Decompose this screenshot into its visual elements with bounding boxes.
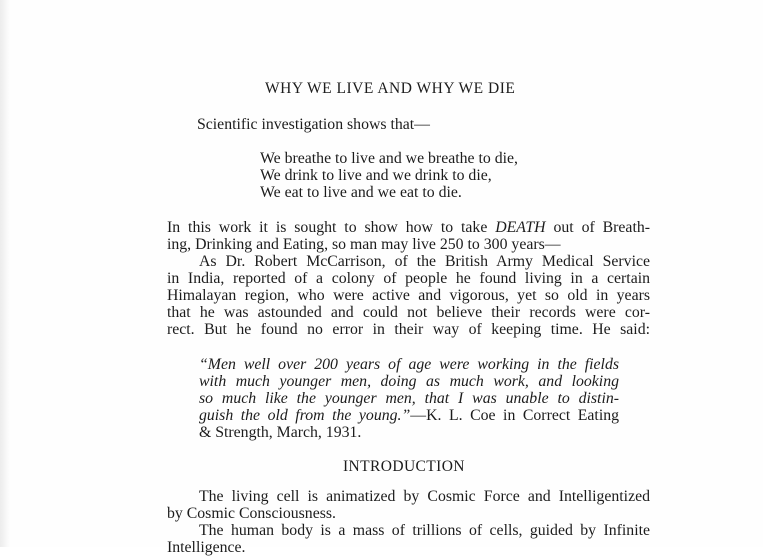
verse-line-2: We drink to live and we drink to die, xyxy=(260,167,492,184)
paragraph-1-line-1 xyxy=(167,219,650,236)
para1-text-a: In this work it is sought to show how to take xyxy=(167,219,496,236)
intro-section-line-3: The human body is a mass of trillions of cells, guided by Infinite xyxy=(199,522,650,539)
paragraph-1-line-2: ing, Drinking and Eating, so man may live 250 to 300 years— xyxy=(167,236,561,253)
section-heading: INTRODUCTION xyxy=(343,458,465,475)
quote-italic-end: guish the old from the young.” xyxy=(199,407,411,424)
intro-section-line-4: Intelligence. xyxy=(167,539,246,556)
paragraph-2-line-3: Himalayan region, who were active and vigorous, yet so old in years xyxy=(167,287,650,304)
paragraph-2-line-5: rect. But he found no error in their way of keeping time. He said: xyxy=(167,321,650,338)
para1-text-b: out of Breath- xyxy=(545,219,650,236)
para1-death-emphasis: DEATH xyxy=(495,219,546,236)
chapter-title: WHY WE LIVE AND WHY WE DIE xyxy=(265,80,516,97)
page-edge-shadow xyxy=(0,0,10,547)
quote-line-5: & Strength, March, 1931. xyxy=(199,424,362,441)
quote-line-3: so much like the younger men, that I was unable to distin- xyxy=(199,390,619,407)
intro-line: Scientific investigation shows that— xyxy=(197,116,430,133)
verse-line-1: We breathe to live and we breathe to die, xyxy=(260,150,518,167)
paragraph-2-line-1: As Dr. Robert McCarrison, of the British Army Medical Service xyxy=(199,253,650,270)
paragraph-2-line-2: in India, reported of a colony of people he found living in a certain xyxy=(167,270,650,287)
intro-section-line-1: The living cell is animatized by Cosmic Force and Intelligentized xyxy=(199,488,650,505)
quote-attribution: —K. L. Coe in Correct Eating xyxy=(410,407,619,424)
verse-line-3: We eat to live and we eat to die. xyxy=(260,184,462,201)
intro-section-line-2: by Cosmic Consciousness. xyxy=(167,505,336,522)
paragraph-2-line-4: that he was astounded and could not believe their records were cor- xyxy=(167,304,650,321)
quote-line-1: “Men well over 200 years of age were working in the fields xyxy=(199,356,619,373)
quote-line-4 xyxy=(199,407,619,424)
quote-line-2: with much younger men, doing as much work, and looking xyxy=(199,373,619,390)
